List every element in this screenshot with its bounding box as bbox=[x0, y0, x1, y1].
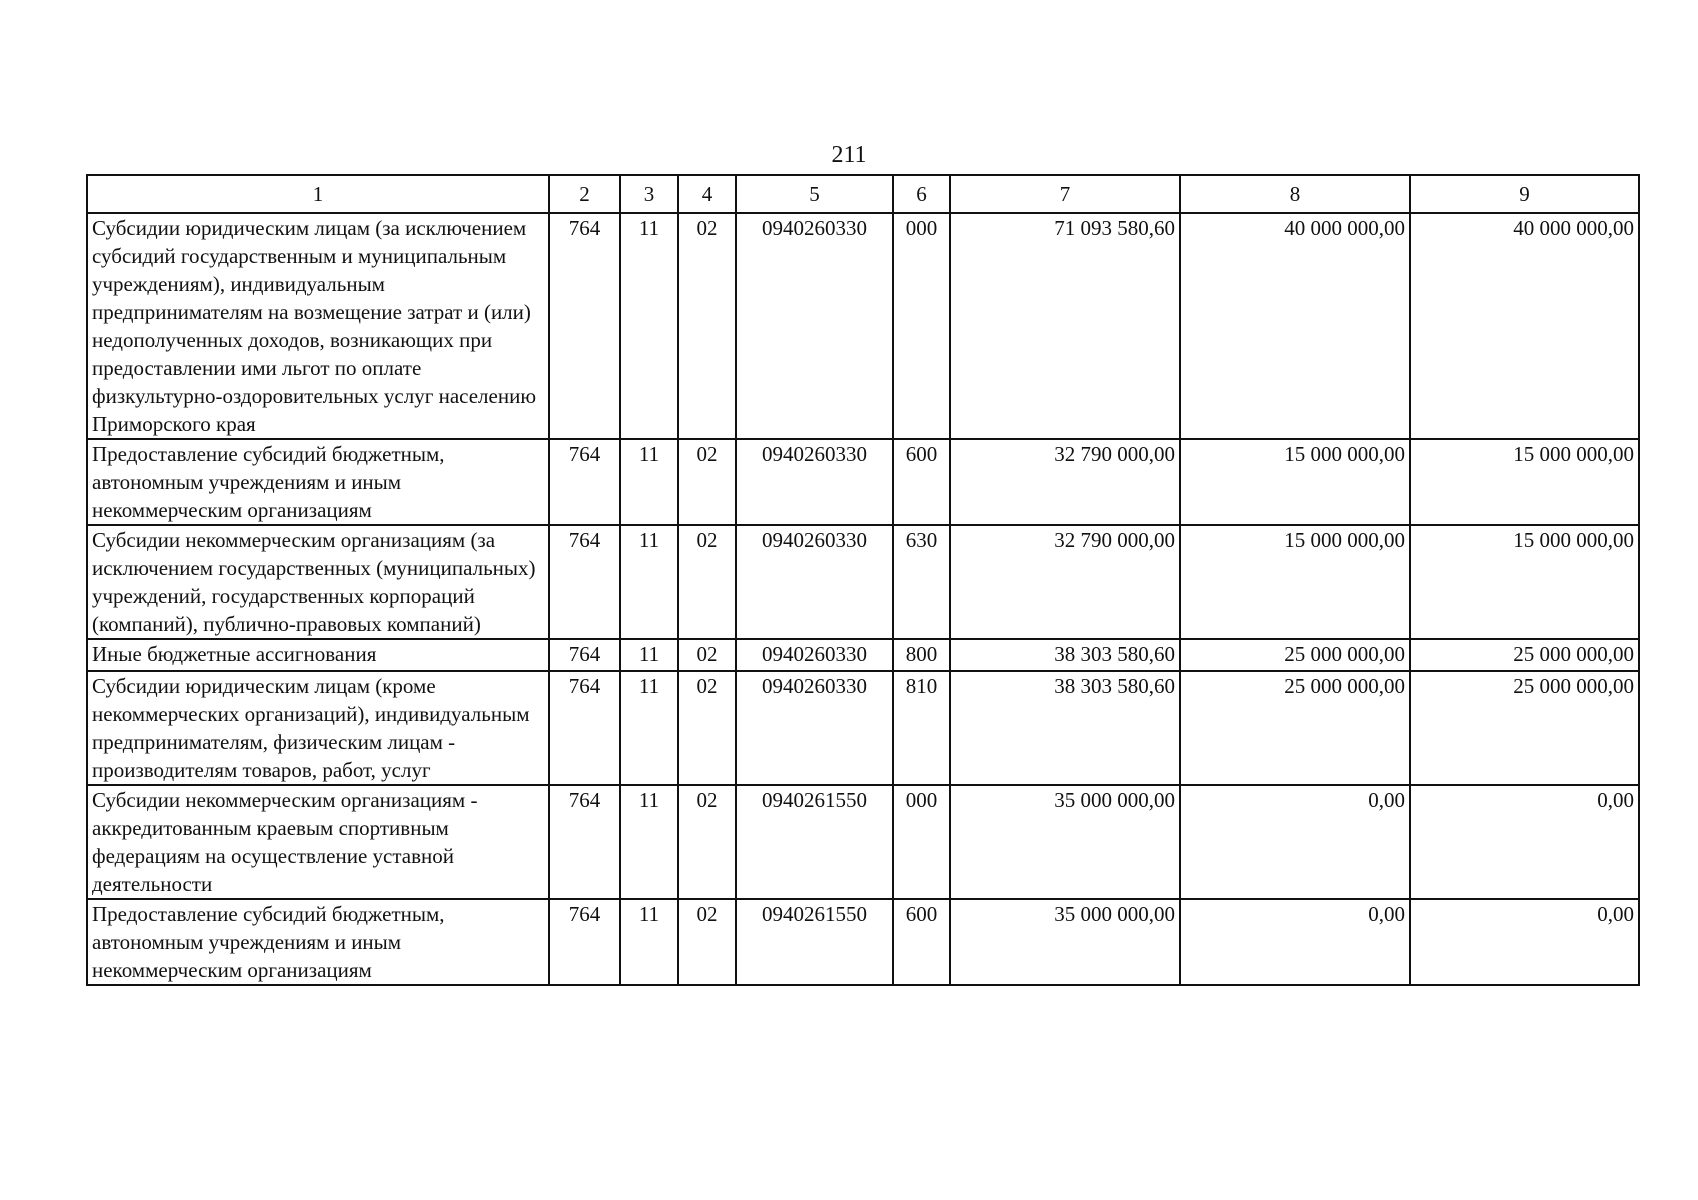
row-code-6: 000 bbox=[893, 785, 950, 899]
row-code-6: 810 bbox=[893, 671, 950, 785]
row-amount-8: 25 000 000,00 bbox=[1180, 671, 1410, 785]
header-cell-4: 4 bbox=[678, 175, 736, 213]
header-cell-9: 9 bbox=[1410, 175, 1639, 213]
row-code-2: 764 bbox=[549, 785, 620, 899]
row-code-5: 0940261550 bbox=[736, 899, 893, 985]
row-code-4: 02 bbox=[678, 671, 736, 785]
table-row bbox=[87, 525, 1639, 639]
row-amount-7: 38 303 580,60 bbox=[950, 671, 1180, 785]
row-code-3: 11 bbox=[620, 899, 678, 985]
row-amount-8: 25 000 000,00 bbox=[1180, 639, 1410, 671]
row-code-3: 11 bbox=[620, 671, 678, 785]
row-code-6: 000 bbox=[893, 213, 950, 439]
row-code-6: 600 bbox=[893, 899, 950, 985]
row-code-6: 800 bbox=[893, 639, 950, 671]
row-code-3: 11 bbox=[620, 213, 678, 439]
row-code-4: 02 bbox=[678, 899, 736, 985]
row-amount-7: 35 000 000,00 bbox=[950, 785, 1180, 899]
header-cell-1: 1 bbox=[87, 175, 549, 213]
row-amount-9: 25 000 000,00 bbox=[1410, 671, 1639, 785]
row-code-4: 02 bbox=[678, 213, 736, 439]
row-code-5: 0940261550 bbox=[736, 785, 893, 899]
row-code-4: 02 bbox=[678, 639, 736, 671]
row-name: Субсидии юридическим лицам (за исключением субсидий государственным и муниципальным учреждениям), индивидуальным предпринимателям на возмещение затрат и (или) недополученных доходов, возникающих при предоставлении ими льгот по оплате физкультурно-оздоровительных услуг населению Приморского края bbox=[87, 213, 549, 439]
row-code-2: 764 bbox=[549, 439, 620, 525]
table-row bbox=[87, 213, 1639, 439]
header-cell-8: 8 bbox=[1180, 175, 1410, 213]
row-code-2: 764 bbox=[549, 639, 620, 671]
header-cell-5: 5 bbox=[736, 175, 893, 213]
row-amount-8: 15 000 000,00 bbox=[1180, 439, 1410, 525]
row-name: Предоставление субсидий бюджетным, автономным учреждениям и иным некоммерческим организациям bbox=[87, 439, 549, 525]
table-row bbox=[87, 639, 1639, 671]
row-code-3: 11 bbox=[620, 439, 678, 525]
header-cell-6: 6 bbox=[893, 175, 950, 213]
row-code-3: 11 bbox=[620, 525, 678, 639]
row-code-6: 630 bbox=[893, 525, 950, 639]
row-amount-9: 0,00 bbox=[1410, 785, 1639, 899]
header-cell-7: 7 bbox=[950, 175, 1180, 213]
row-code-5: 0940260330 bbox=[736, 525, 893, 639]
table-row bbox=[87, 899, 1639, 985]
row-code-5: 0940260330 bbox=[736, 439, 893, 525]
row-code-4: 02 bbox=[678, 525, 736, 639]
row-amount-7: 32 790 000,00 bbox=[950, 439, 1180, 525]
row-amount-8: 0,00 bbox=[1180, 899, 1410, 985]
row-amount-8: 0,00 bbox=[1180, 785, 1410, 899]
budget-table bbox=[86, 174, 1640, 986]
table-row bbox=[87, 671, 1639, 785]
row-code-2: 764 bbox=[549, 525, 620, 639]
row-code-4: 02 bbox=[678, 439, 736, 525]
row-amount-8: 40 000 000,00 bbox=[1180, 213, 1410, 439]
row-name: Субсидии некоммерческим организациям - аккредитованным краевым спортивным федерациям на осуществление уставной деятельности bbox=[87, 785, 549, 899]
row-code-2: 764 bbox=[549, 213, 620, 439]
row-amount-7: 35 000 000,00 bbox=[950, 899, 1180, 985]
row-amount-7: 38 303 580,60 bbox=[950, 639, 1180, 671]
row-code-5: 0940260330 bbox=[736, 639, 893, 671]
row-amount-7: 71 093 580,60 bbox=[950, 213, 1180, 439]
row-amount-9: 25 000 000,00 bbox=[1410, 639, 1639, 671]
row-name: Субсидии некоммерческим организациям (за исключением государственных (муниципальных) учреждений, государственных корпораций (компаний), публично-правовых компаний) bbox=[87, 525, 549, 639]
row-code-3: 11 bbox=[620, 639, 678, 671]
row-code-6: 600 bbox=[893, 439, 950, 525]
row-amount-9: 0,00 bbox=[1410, 899, 1639, 985]
table-row bbox=[87, 439, 1639, 525]
row-code-4: 02 bbox=[678, 785, 736, 899]
row-name: Иные бюджетные ассигнования bbox=[87, 639, 549, 671]
row-name: Субсидии юридическим лицам (кроме некоммерческих организаций), индивидуальным предпринимателям, физическим лицам - производителям товаров, работ, услуг bbox=[87, 671, 549, 785]
row-amount-9: 15 000 000,00 bbox=[1410, 439, 1639, 525]
row-amount-7: 32 790 000,00 bbox=[950, 525, 1180, 639]
header-row bbox=[87, 175, 1639, 213]
page-number: 211 bbox=[831, 142, 867, 168]
row-name: Предоставление субсидий бюджетным, автономным учреждениям и иным некоммерческим организациям bbox=[87, 899, 549, 985]
row-code-5: 0940260330 bbox=[736, 213, 893, 439]
row-amount-9: 40 000 000,00 bbox=[1410, 213, 1639, 439]
row-code-2: 764 bbox=[549, 899, 620, 985]
row-amount-9: 15 000 000,00 bbox=[1410, 525, 1639, 639]
row-code-5: 0940260330 bbox=[736, 671, 893, 785]
table-row bbox=[87, 785, 1639, 899]
header-cell-2: 2 bbox=[549, 175, 620, 213]
row-amount-8: 15 000 000,00 bbox=[1180, 525, 1410, 639]
row-code-3: 11 bbox=[620, 785, 678, 899]
header-cell-3: 3 bbox=[620, 175, 678, 213]
row-code-2: 764 bbox=[549, 671, 620, 785]
